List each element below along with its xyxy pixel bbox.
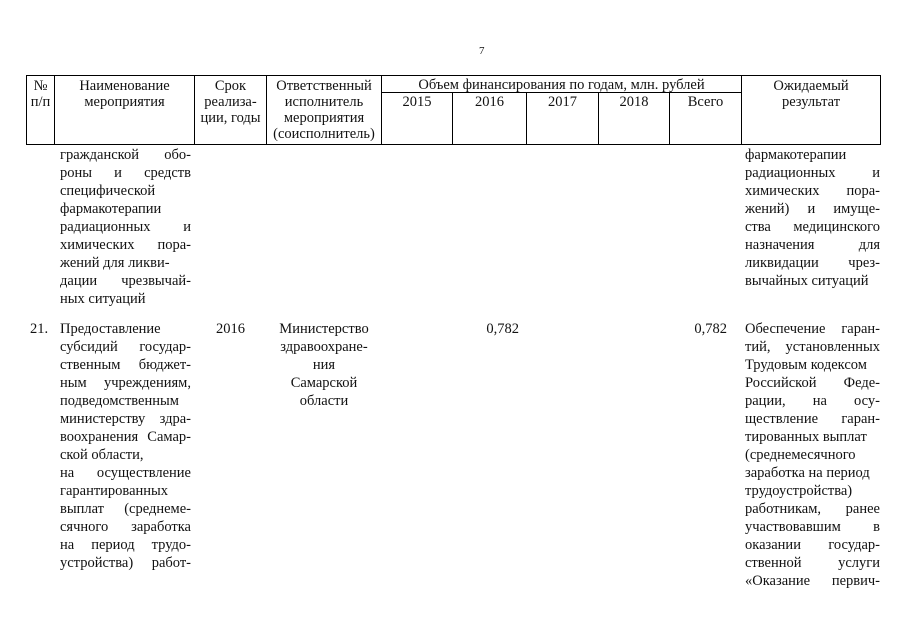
word: (среднеме- <box>124 501 191 517</box>
word: радиационных <box>745 165 836 181</box>
word: работ- <box>151 555 191 571</box>
row21-value-2016: 0,782 <box>486 321 519 337</box>
text-line <box>745 374 880 392</box>
word: услуги <box>838 555 880 571</box>
word: сячного <box>60 519 109 535</box>
word: ства <box>745 219 771 235</box>
word: трудо- <box>151 537 191 553</box>
word: воохранения <box>60 429 139 445</box>
word: для <box>858 237 880 253</box>
header-term-line: Срок <box>214 78 247 94</box>
word: ственной <box>745 555 802 571</box>
word: первич- <box>831 573 880 589</box>
word: назначения <box>745 237 815 253</box>
text-line <box>60 236 191 254</box>
word: гражданской <box>60 147 139 163</box>
word: ликвидации <box>745 255 819 271</box>
text-line <box>60 146 191 164</box>
text-line <box>60 410 191 428</box>
text-line <box>745 410 880 428</box>
row21-responsible <box>267 320 381 410</box>
word: обо- <box>164 147 191 163</box>
text-line: гарантированных <box>60 483 169 499</box>
word: выплат <box>60 501 104 517</box>
text-line <box>745 182 880 200</box>
text-line: ской области, <box>60 447 144 463</box>
header-name-line: мероприятия <box>84 94 165 110</box>
word: и <box>114 165 122 181</box>
text-line: заработка на период <box>745 465 870 481</box>
word: министерству <box>60 411 146 427</box>
word: в <box>873 519 880 535</box>
row21-term: 2016 <box>216 321 245 337</box>
continuation-name <box>60 146 191 308</box>
header-num-line: п/п <box>30 94 51 110</box>
word: ществление <box>745 411 819 427</box>
row21-name <box>60 320 191 572</box>
text-line: (среднемесячного <box>745 447 856 463</box>
col-line <box>880 75 881 145</box>
word: чрез- <box>848 255 880 271</box>
word: установленных <box>785 339 880 355</box>
text-line <box>745 392 880 410</box>
word: и <box>872 165 880 181</box>
word: учреждениям, <box>103 375 191 391</box>
word: устройства) <box>60 555 134 571</box>
text-line <box>745 218 880 236</box>
row21-result <box>745 320 880 590</box>
text-line: тированных выплат <box>745 429 867 445</box>
text-line: фармакотерапии <box>745 147 847 163</box>
text-line <box>60 518 191 536</box>
text-line <box>60 428 191 446</box>
word: «Оказание <box>745 573 811 589</box>
text-line: жений для ликви- <box>60 255 170 271</box>
text-line <box>745 536 880 554</box>
header-term-line: реализа- <box>204 94 257 110</box>
word: Российской <box>745 375 817 391</box>
word: радиационных <box>60 219 151 235</box>
text-line <box>745 554 880 572</box>
header-result <box>742 78 880 110</box>
header-result-line: результат <box>781 94 841 110</box>
header-responsible <box>267 78 381 142</box>
word: и <box>807 201 816 217</box>
header-resp-line: исполнитель <box>284 94 364 110</box>
word: государ- <box>828 537 880 553</box>
word: период <box>91 537 135 553</box>
word: Обеспечение <box>745 321 826 337</box>
word: и <box>183 219 191 235</box>
text-line: здравоохране- <box>280 339 368 355</box>
text-line <box>60 464 191 482</box>
text-line <box>745 572 880 590</box>
text-line <box>60 218 191 236</box>
header-term <box>195 78 266 126</box>
word: химических <box>60 237 135 253</box>
header-year-2016: 2016 <box>475 94 504 110</box>
text-line <box>60 554 191 572</box>
word: здра- <box>159 411 191 427</box>
word: участвовавшим <box>745 519 841 535</box>
word: средств <box>144 165 191 181</box>
text-line: фармакотерапии <box>60 201 162 217</box>
word: ным <box>60 375 87 391</box>
text-line <box>60 356 191 374</box>
continuation-result <box>745 146 880 290</box>
word: на <box>60 537 75 553</box>
word: чрезвычай- <box>121 273 191 289</box>
text-line <box>60 164 191 182</box>
text-line <box>745 500 880 518</box>
text-line: вычайных ситуаций <box>745 273 869 289</box>
word: ственным <box>60 357 121 373</box>
text-line <box>745 254 880 272</box>
header-year-2018: 2018 <box>619 94 649 110</box>
header-num <box>26 78 55 110</box>
word: на <box>60 465 75 481</box>
header-resp-line: (соисполнитель) <box>273 126 375 142</box>
header-name <box>55 78 194 110</box>
word: пора- <box>157 237 191 253</box>
word: медицинского <box>793 219 880 235</box>
header-name-line: Наименование <box>79 78 170 94</box>
header-num-line: № <box>33 78 48 94</box>
text-line: Самарской <box>290 375 358 391</box>
word: химических <box>745 183 820 199</box>
text-line: Трудовым кодексом <box>745 357 867 373</box>
word: осу- <box>854 393 880 409</box>
word: роны <box>60 165 93 181</box>
text-line: ных ситуаций <box>60 291 146 307</box>
text-line <box>745 236 880 254</box>
header-resp-line: мероприятия <box>283 110 365 126</box>
text-line <box>60 536 191 554</box>
header-finance: Объем финансирования по годам, млн. рублей <box>418 77 705 93</box>
page-number: 7 <box>479 45 485 57</box>
text-line: подведомственным <box>60 393 179 409</box>
text-line <box>745 200 880 218</box>
text-line <box>60 374 191 392</box>
text-line <box>745 338 880 356</box>
header-year-2015: 2015 <box>402 94 432 110</box>
word: на <box>812 393 827 409</box>
header-total: Всего <box>687 94 724 110</box>
row21-value-total: 0,782 <box>694 321 727 337</box>
word: гаран- <box>841 411 880 427</box>
word: осуществление <box>96 465 191 481</box>
table-header-bottom <box>26 144 881 145</box>
text-line <box>60 272 191 290</box>
text-line: трудоустройства) <box>745 483 853 499</box>
text-line: Министерство <box>279 321 369 337</box>
word: субсидий <box>60 339 118 355</box>
row21-number: 21. <box>30 321 49 337</box>
text-line <box>60 500 191 518</box>
word: государ- <box>139 339 191 355</box>
table-top-border <box>26 75 881 76</box>
word: ранее <box>845 501 880 517</box>
text-line <box>745 518 880 536</box>
text-line: специфической <box>60 183 156 199</box>
word: заработка <box>131 519 191 535</box>
text-line <box>745 320 880 338</box>
word: рации, <box>745 393 786 409</box>
word: гаран- <box>841 321 880 337</box>
text-line <box>60 338 191 356</box>
word: дации <box>60 273 98 289</box>
word: тий, <box>745 339 771 355</box>
word: пора- <box>846 183 880 199</box>
word: Феде- <box>843 375 880 391</box>
header-year-2017: 2017 <box>548 94 577 110</box>
word: жений) <box>745 201 790 217</box>
word: Самар- <box>147 429 191 445</box>
word: оказании <box>745 537 801 553</box>
word: работникам, <box>745 501 822 517</box>
word: имуще- <box>833 201 880 217</box>
text-line: области <box>299 393 349 409</box>
text-line: ния <box>312 357 336 373</box>
word: бюджет- <box>138 357 191 373</box>
header-term-line: ции, годы <box>200 110 261 126</box>
text-line <box>745 164 880 182</box>
header-result-line: Ожидаемый <box>773 78 849 94</box>
text-line: Предоставление <box>60 321 161 337</box>
header-resp-line: Ответственный <box>276 78 372 94</box>
